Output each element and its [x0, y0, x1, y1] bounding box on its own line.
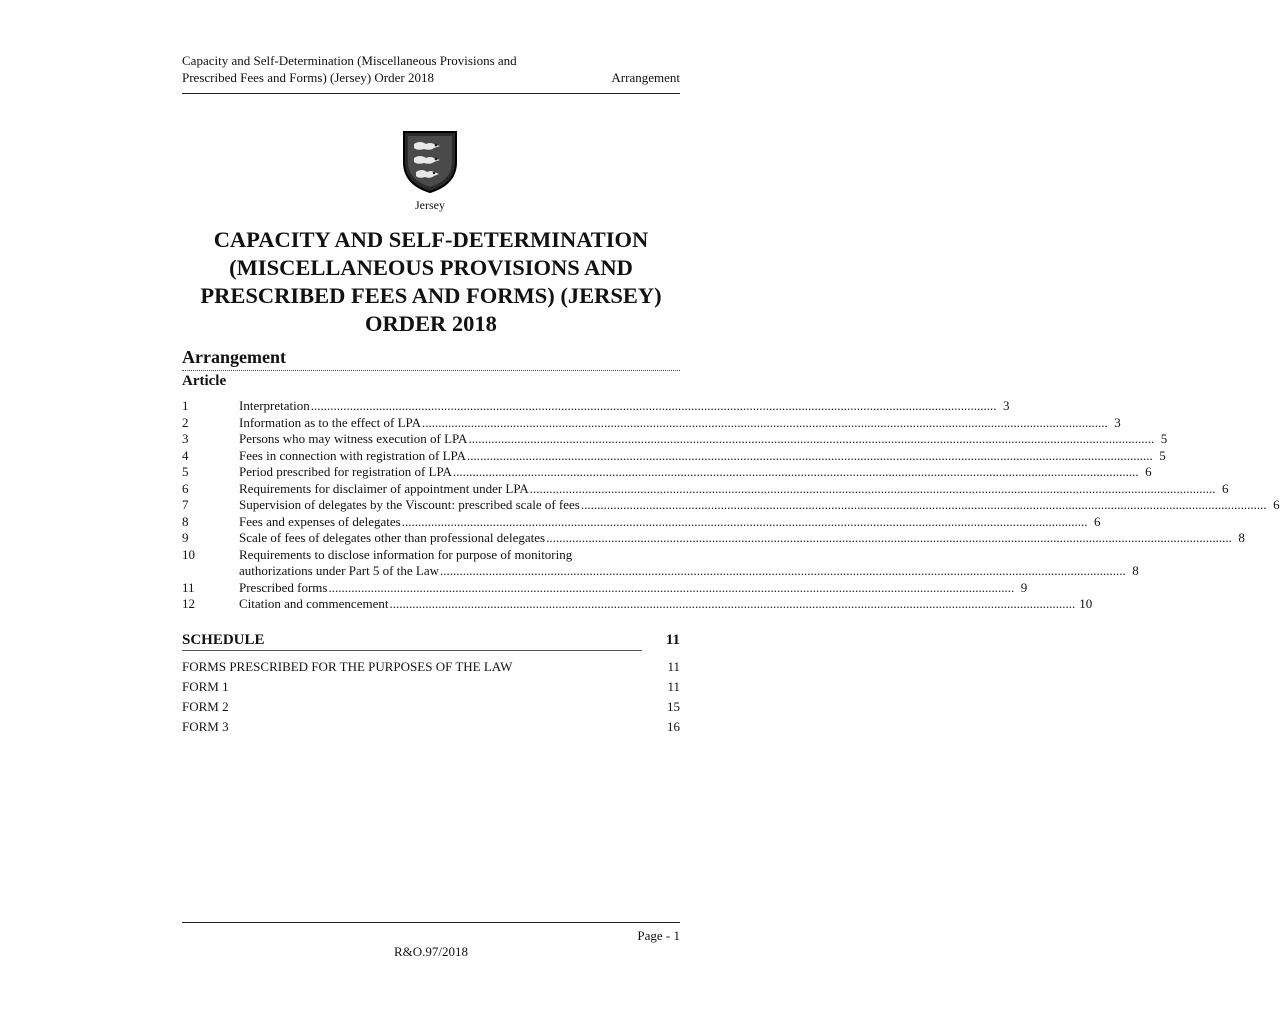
toc-number: 7: [182, 497, 189, 512]
schedule-item-label: FORM 3: [182, 719, 229, 734]
toc-title: Requirements to disclose information for purpose of monitoring: [239, 546, 573, 562]
toc-number: 1: [182, 398, 189, 413]
title-line: (MISCELLANEOUS PROVISIONS AND: [229, 255, 633, 280]
toc-title: Requirements for disclaimer of appointment under LPA: [239, 480, 529, 496]
toc-item[interactable]: [182, 480, 1229, 498]
toc-number: 3: [182, 431, 189, 446]
toc-page: 6: [1222, 480, 1229, 496]
toc-leader: [311, 398, 997, 415]
schedule-item[interactable]: [182, 657, 680, 677]
toc-leader: [389, 596, 1075, 613]
crest-caption: Jersey: [415, 198, 445, 212]
toc-leader: [468, 431, 1154, 448]
header-section: Arrangement: [611, 70, 680, 85]
toc-item[interactable]: [182, 596, 1093, 613]
toc-item[interactable]: [182, 464, 1152, 481]
toc-title: Prescribed forms: [239, 579, 328, 595]
toc-number: 9: [182, 530, 189, 545]
table-of-contents: [182, 398, 1280, 613]
toc-leader: [530, 481, 1216, 498]
toc-page: 10: [1079, 596, 1093, 611]
toc-title: Scale of fees of delegates other than professional delegates: [239, 530, 546, 545]
toc-title: Fees in connection with registration of LPA: [239, 447, 466, 463]
toc-item[interactable]: [182, 579, 1028, 597]
toc-title: authorizations under Part 5 of the Law: [239, 563, 439, 578]
toc-page: 8: [1132, 563, 1139, 578]
toc-item[interactable]: [182, 530, 1245, 547]
toc-title: Period prescribed for registration of LPA: [239, 464, 452, 479]
toc-item[interactable]: [182, 546, 1139, 580]
schedule-item-label: FORM 1: [182, 679, 229, 694]
toc-leader: [546, 530, 1232, 547]
toc-title: Interpretation: [239, 398, 310, 413]
toc-number: 6: [182, 480, 189, 496]
schedule-divider: [182, 650, 642, 651]
schedule-item[interactable]: [182, 717, 680, 737]
toc-item[interactable]: [182, 414, 1121, 432]
toc-title: Fees and expenses of delegates: [239, 513, 401, 529]
toc-number: 8: [182, 513, 189, 529]
arrangement-heading: Arrangement: [182, 347, 680, 371]
toc-page: 6: [1145, 464, 1152, 479]
toc-number: 11: [182, 579, 195, 595]
toc-number: 4: [182, 447, 189, 463]
schedule-item[interactable]: [182, 697, 680, 717]
toc-leader: [453, 464, 1139, 481]
schedule-section: [182, 632, 680, 737]
toc-title: Supervision of delegates by the Viscount: prescribed scale of fees: [239, 497, 580, 512]
footer-reference: R&O.97/2018: [393, 944, 469, 959]
toc-page: 6: [1093, 513, 1101, 529]
schedule-item-page: 11: [667, 659, 680, 674]
title-line: PRESCRIBED FEES AND FORMS) (JERSEY): [200, 283, 662, 308]
title-line: ORDER 2018: [365, 311, 497, 336]
toc-leader: [402, 514, 1088, 531]
toc-item[interactable]: [182, 398, 1010, 415]
running-header: [182, 52, 680, 94]
schedule-page: 11: [665, 632, 680, 648]
schedule-item-page: 16: [667, 719, 680, 734]
toc-item[interactable]: [182, 431, 1168, 448]
title-line: CAPACITY AND SELF-DETERMINATION: [213, 227, 649, 252]
schedule-item-page: 15: [667, 699, 680, 714]
toc-page: 5: [1159, 447, 1166, 463]
toc-number: 10: [182, 546, 195, 562]
toc-page: 6: [1273, 497, 1280, 512]
toc-page: 5: [1160, 431, 1168, 446]
schedule-heading[interactable]: [182, 632, 680, 649]
toc-item[interactable]: [182, 513, 1101, 531]
toc-item[interactable]: [182, 447, 1166, 465]
toc-leader: [467, 448, 1153, 465]
header-title: [182, 52, 602, 86]
header-title-line1: Capacity and Self-Determination (Miscellaneous Provisions and: [182, 53, 517, 68]
footer-divider: [182, 922, 680, 923]
toc-title: Information as to the effect of LPA: [239, 414, 421, 430]
toc-item[interactable]: [182, 497, 1280, 514]
schedule-title: SCHEDULE: [182, 632, 265, 648]
schedule-item[interactable]: [182, 677, 680, 697]
toc-number: 2: [182, 414, 189, 430]
jersey-crest-icon: [400, 128, 460, 196]
toc-page: 9: [1020, 579, 1028, 595]
toc-leader: [328, 580, 1014, 597]
toc-title: Citation and commencement: [239, 596, 389, 611]
toc-page: 3: [1003, 398, 1010, 413]
toc-leader: [581, 497, 1267, 514]
schedule-item-label: FORM 2: [182, 699, 229, 714]
article-label: Article: [182, 373, 227, 389]
crest: [385, 128, 475, 213]
toc-page: 3: [1114, 414, 1121, 430]
toc-number: 5: [182, 464, 189, 479]
header-divider: [182, 93, 680, 94]
schedule-item-label: FORMS PRESCRIBED FOR THE PURPOSES OF THE LAW: [182, 659, 513, 674]
header-title-line2: Prescribed Fees and Forms) (Jersey) Order 2018: [182, 70, 434, 85]
toc-number: 12: [182, 596, 195, 611]
schedule-item-page: 11: [667, 679, 680, 694]
footer-page-number: Page - 1: [637, 928, 680, 943]
toc-leader: [440, 563, 1126, 580]
document-title: [182, 226, 680, 338]
toc-title: Persons who may witness execution of LPA: [239, 431, 468, 446]
toc-leader: [422, 415, 1108, 432]
toc-page: 8: [1238, 530, 1245, 545]
